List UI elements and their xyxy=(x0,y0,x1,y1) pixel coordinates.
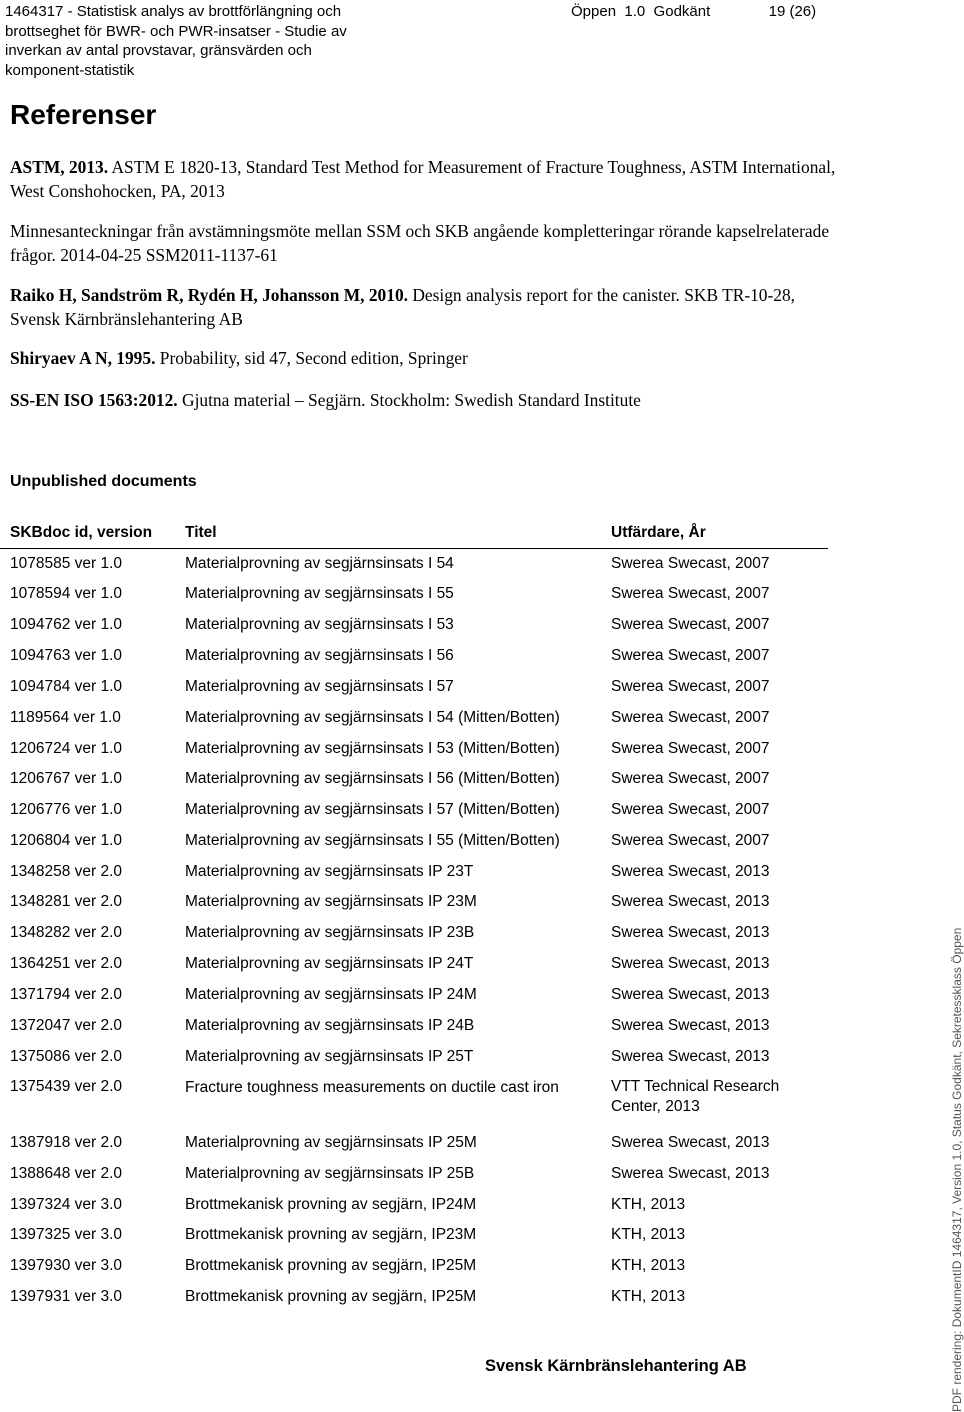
doc-title-cell: Brottmekanisk provning av segjärn, IP23M xyxy=(185,1226,477,1243)
column-header-title: Titel xyxy=(185,524,217,541)
doc-title-cell: Materialprovning av segjärnsinsats IP 23B xyxy=(185,924,475,941)
doc-id-cell: 1375086 ver 2.0 xyxy=(10,1048,123,1065)
doc-title-cell: Materialprovning av segjärnsinsats I 53 xyxy=(185,616,454,633)
doc-issuer-cell: Swerea Swecast, 2013 xyxy=(611,955,770,972)
reference-item xyxy=(10,388,845,412)
doc-id-cell: 1094784 ver 1.0 xyxy=(10,678,123,695)
doc-issuer-cell: Swerea Swecast, 2013 xyxy=(611,863,770,880)
doc-title-cell: Materialprovning av segjärnsinsats I 55 xyxy=(185,585,454,602)
doc-id-cell: 1397930 ver 3.0 xyxy=(10,1257,123,1274)
doc-issuer-cell: Swerea Swecast, 2013 xyxy=(611,1017,770,1034)
doc-id-cell: 1094762 ver 1.0 xyxy=(10,616,123,633)
doc-issuer-cell: Swerea Swecast, 2007 xyxy=(611,770,770,787)
doc-issuer-cell: Swerea Swecast, 2013 xyxy=(611,1048,770,1065)
doc-title-cell: Materialprovning av segjärnsinsats IP 25M xyxy=(185,1134,477,1151)
doc-issuer-cell: Swerea Swecast, 2013 xyxy=(611,1134,770,1151)
doc-id-cell: 1078594 ver 1.0 xyxy=(10,585,123,602)
column-header-issuer: Utfärdare, År xyxy=(611,524,706,541)
doc-issuer-cell: Swerea Swecast, 2007 xyxy=(611,832,770,849)
doc-issuer-cell: KTH, 2013 xyxy=(611,1257,686,1274)
reference-author: Shiryaev A N, 1995. xyxy=(10,348,156,368)
doc-issuer-cell: KTH, 2013 xyxy=(611,1226,686,1243)
reference-author: ASTM, 2013. xyxy=(10,157,109,177)
doc-title-cell: Materialprovning av segjärnsinsats IP 23M xyxy=(185,893,477,910)
doc-title-cell: Materialprovning av segjärnsinsats IP 23T xyxy=(185,863,474,880)
doc-issuer-cell: Swerea Swecast, 2013 xyxy=(611,986,770,1003)
doc-title-cell: Brottmekanisk provning av segjärn, IP24M xyxy=(185,1196,477,1213)
doc-title-cell: Materialprovning av segjärnsinsats I 54 xyxy=(185,555,454,572)
reference-text: Gjutna material – Segjärn. Stockholm: Swedish Standard Institute xyxy=(177,390,641,410)
doc-id-cell: 1372047 ver 2.0 xyxy=(10,1017,123,1034)
column-header-id: SKBdoc id, version xyxy=(10,524,153,541)
doc-issuer-cell: VTT Technical Research Center, 2013 xyxy=(611,1078,780,1115)
footer-company: Svensk Kärnbränslehantering AB xyxy=(485,1357,747,1375)
doc-title-cell: Materialprovning av segjärnsinsats IP 24B xyxy=(185,1017,475,1034)
doc-title-cell: Materialprovning av segjärnsinsats I 54 (Mitten/Botten) xyxy=(185,709,560,726)
doc-issuer-cell: Swerea Swecast, 2007 xyxy=(611,740,770,757)
doc-id-cell: 1206804 ver 1.0 xyxy=(10,832,123,849)
reference-author: SS-EN ISO 1563:2012. xyxy=(10,390,178,410)
reference-item xyxy=(10,219,845,267)
doc-id-cell: 1375439 ver 2.0 xyxy=(10,1078,123,1095)
doc-issuer-cell: Swerea Swecast, 2013 xyxy=(611,924,770,941)
reference-author: Raiko H, Sandström R, Rydén H, Johansson M, 2010. xyxy=(10,285,408,305)
references-heading: Referenser xyxy=(10,99,157,130)
doc-issuer-cell: KTH, 2013 xyxy=(611,1196,686,1213)
reference-text: Minnesanteckningar från avstämningsmöte mellan SSM och SKB angående kompletteringar rörande kapselrelaterade frågor. 2014-04-25 SSM2011-1137-61 xyxy=(10,221,830,265)
doc-issuer-cell: Swerea Swecast, 2007 xyxy=(611,555,770,572)
doc-id-cell: 1397324 ver 3.0 xyxy=(10,1196,123,1213)
doc-id-cell: 1094763 ver 1.0 xyxy=(10,647,123,664)
doc-title-cell: Materialprovning av segjärnsinsats IP 24T xyxy=(185,955,474,972)
table-header xyxy=(0,522,828,549)
doc-title-cell: Brottmekanisk provning av segjärn, IP25M xyxy=(185,1257,477,1274)
doc-issuer-cell: Swerea Swecast, 2007 xyxy=(611,709,770,726)
doc-issuer-cell: Swerea Swecast, 2007 xyxy=(611,616,770,633)
reference-text: ASTM E 1820-13, Standard Test Method for Measurement of Fracture Toughness, ASTM International, West Conshohocken, PA, 2013 xyxy=(10,157,836,201)
doc-issuer-cell: Swerea Swecast, 2007 xyxy=(611,678,770,695)
doc-id-cell: 1364251 ver 2.0 xyxy=(10,955,123,972)
doc-id-cell: 1189564 ver 1.0 xyxy=(10,709,121,726)
doc-id-cell: 1206776 ver 1.0 xyxy=(10,801,123,818)
doc-id-cell: 1206767 ver 1.0 xyxy=(10,770,123,787)
reference-item xyxy=(10,346,845,370)
document-header-status: Öppen 1.0 Godkänt 19 (26) xyxy=(571,3,817,20)
doc-title-cell: Materialprovning av segjärnsinsats I 57 (Mitten/Botten) xyxy=(185,801,560,818)
doc-id-cell: 1348282 ver 2.0 xyxy=(10,924,123,941)
reference-item xyxy=(10,283,845,331)
doc-title-cell: Materialprovning av segjärnsinsats I 57 xyxy=(185,678,454,695)
doc-title-cell: Materialprovning av segjärnsinsats I 53 (Mitten/Botten) xyxy=(185,740,560,757)
doc-title-cell: Materialprovning av segjärnsinsats I 56 xyxy=(185,647,454,664)
doc-title-cell: Materialprovning av segjärnsinsats I 56 (Mitten/Botten) xyxy=(185,770,560,787)
doc-id-cell: 1348281 ver 2.0 xyxy=(10,893,123,910)
doc-title-cell: Brottmekanisk provning av segjärn, IP25M xyxy=(185,1288,477,1305)
doc-title-cell: Fracture toughness measurements on ductile cast iron xyxy=(185,1079,559,1096)
doc-title-cell: Materialprovning av segjärnsinsats IP 25B xyxy=(185,1165,475,1182)
doc-id-cell: 1388648 ver 2.0 xyxy=(10,1165,123,1182)
doc-issuer-cell: Swerea Swecast, 2013 xyxy=(611,893,770,910)
doc-id-cell: 1348258 ver 2.0 xyxy=(10,863,123,880)
document-header-title: 1464317 - Statistisk analys av brottförlängning och brottseghet för BWR- och PWR-insatser - Studie av inverkan av antal provstavar, gränsvärden och komponent-statistik xyxy=(5,3,347,79)
doc-title-cell: Materialprovning av segjärnsinsats I 55 (Mitten/Botten) xyxy=(185,832,560,849)
doc-issuer-cell: Swerea Swecast, 2007 xyxy=(611,585,770,602)
reference-item xyxy=(10,155,845,203)
doc-title-cell: Materialprovning av segjärnsinsats IP 24M xyxy=(185,986,477,1003)
doc-issuer-cell: Swerea Swecast, 2013 xyxy=(611,1165,770,1182)
doc-id-cell: 1397325 ver 3.0 xyxy=(10,1226,123,1243)
doc-title-cell: Materialprovning av segjärnsinsats IP 25T xyxy=(185,1048,474,1065)
doc-id-cell: 1078585 ver 1.0 xyxy=(10,555,123,572)
reference-text: Design analysis report for the canister. SKB TR-10-28, Svensk Kärnbränslehantering AB xyxy=(10,285,796,329)
pdf-rendering-note: PDF rendering: DokumentID 1464317, Version 1.0, Status Godkänt, Sekretessklass Öppen xyxy=(950,927,964,1412)
doc-id-cell: 1371794 ver 2.0 xyxy=(10,986,123,1003)
doc-issuer-cell: Swerea Swecast, 2007 xyxy=(611,647,770,664)
unpublished-heading: Unpublished documents xyxy=(10,473,197,490)
reference-text: Probability, sid 47, Second edition, Springer xyxy=(155,348,468,368)
doc-id-cell: 1206724 ver 1.0 xyxy=(10,740,123,757)
doc-issuer-cell: Swerea Swecast, 2007 xyxy=(611,801,770,818)
doc-id-cell: 1387918 ver 2.0 xyxy=(10,1134,123,1151)
doc-id-cell: 1397931 ver 3.0 xyxy=(10,1288,123,1305)
doc-issuer-cell: KTH, 2013 xyxy=(611,1288,686,1305)
